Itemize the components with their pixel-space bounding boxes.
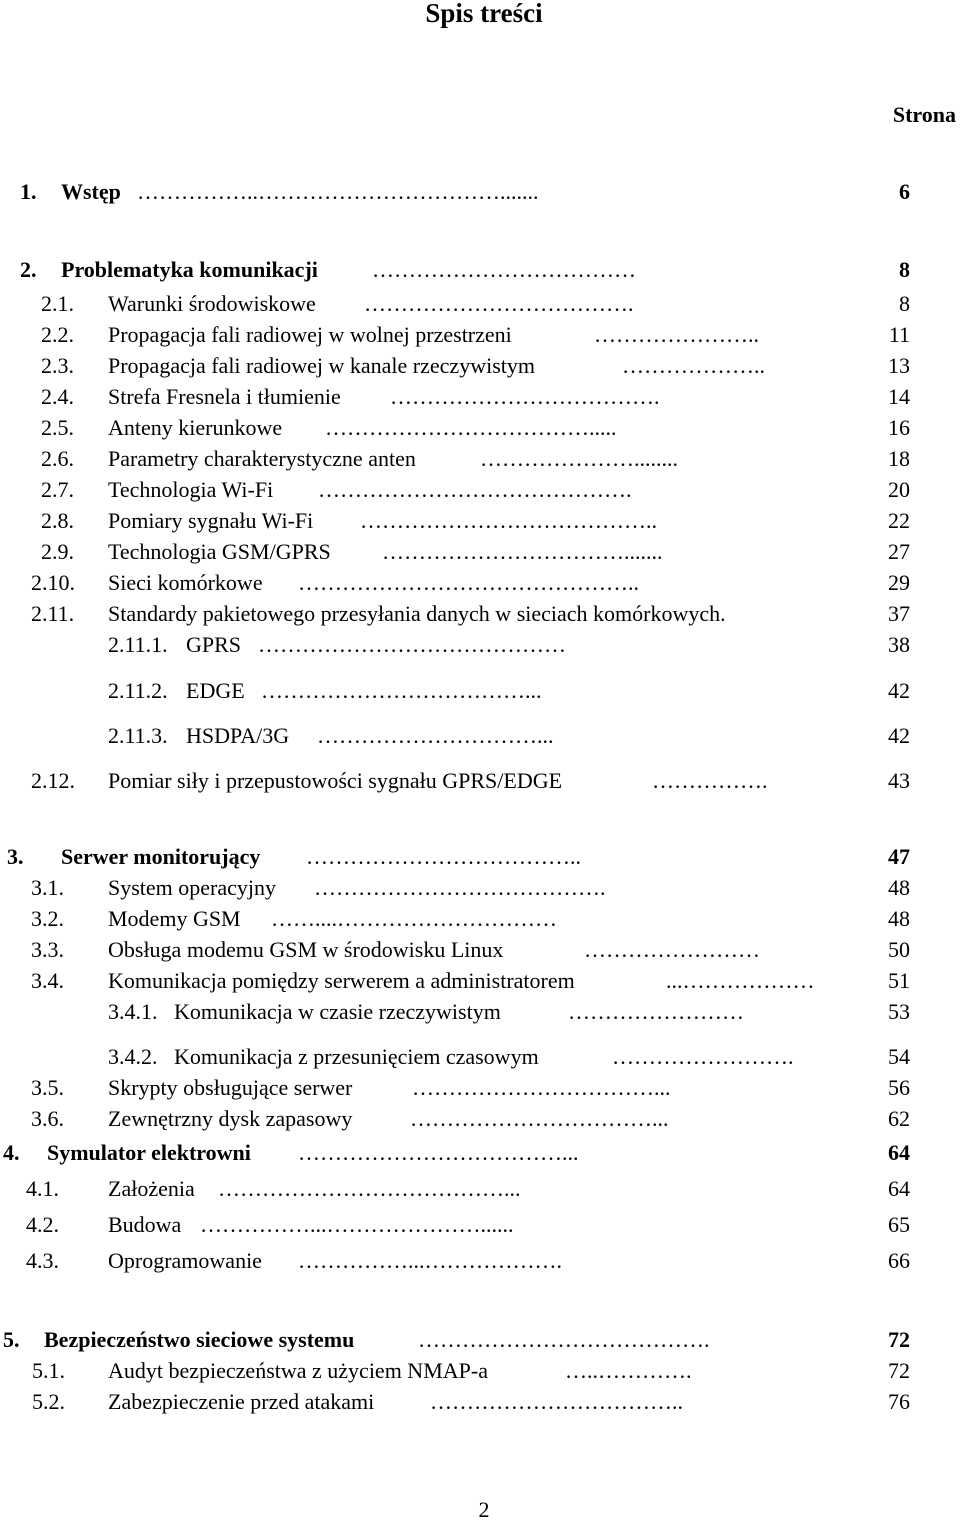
entry-number: 2.10. [31, 570, 75, 595]
entry-label: Audyt bezpieczeństwa z użyciem NMAP-a [108, 1358, 488, 1383]
dot-leader: ……………………………………. [318, 477, 632, 502]
entry-number: 5.2. [32, 1389, 65, 1414]
entry-number: 3.3. [31, 937, 64, 962]
entry-label: Założenia [108, 1176, 195, 1201]
toc-entry-3-2[interactable] [0, 904, 960, 935]
entry-label: EDGE [186, 678, 245, 703]
entry-page: 42 [888, 723, 910, 748]
entry-page: 11 [888, 322, 910, 347]
entry-number: 4.3. [26, 1248, 59, 1273]
entry-number: 3.6. [31, 1106, 64, 1131]
entry-label: Zewnętrzny dysk zapasowy [108, 1106, 353, 1131]
entry-number: 2.5. [41, 415, 74, 440]
dot-leader: …………………........ [480, 446, 678, 471]
dot-leader: ……………………………… [372, 257, 636, 282]
toc-entry-3-6[interactable] [0, 1104, 960, 1135]
entry-label: Wstęp [61, 179, 121, 204]
entry-label: Skrypty obsługujące serwer [108, 1075, 353, 1100]
entry-label: Standardy pakietowego przesyłania danych w sieciach komórkowych. [108, 601, 726, 626]
dot-leader: ……………………. [612, 1044, 794, 1069]
entry-label: Komunikacja w czasie rzeczywistym [174, 999, 501, 1024]
toc-entry-4[interactable] [0, 1138, 960, 1169]
toc-entry-3-1[interactable] [0, 873, 960, 904]
entry-number: 2.11.3. [108, 723, 168, 748]
entry-page: 50 [888, 937, 910, 962]
toc-entry-2-4[interactable] [0, 382, 960, 413]
dot-leader: …………………………………. [418, 1327, 710, 1352]
entry-number: 2.1. [41, 291, 74, 316]
dot-leader: ………………….. [594, 322, 759, 347]
entry-page: 29 [888, 570, 910, 595]
entry-number: 2.7. [41, 477, 74, 502]
entry-page: 37 [888, 601, 910, 626]
entry-page: 66 [888, 1248, 910, 1273]
toc-entry-4-3[interactable] [0, 1246, 960, 1277]
entry-page: 76 [888, 1389, 910, 1414]
entry-label: Propagacja fali radiowej w wolnej przestrzeni [108, 322, 512, 347]
entry-page: 8 [899, 291, 910, 316]
entry-label: Technologia Wi-Fi [108, 477, 274, 502]
entry-label: Pomiary sygnału Wi-Fi [108, 508, 314, 533]
dot-leader: ………………………………….. [360, 508, 657, 533]
entry-number: 5.1. [32, 1358, 65, 1383]
entry-page: 64 [888, 1140, 910, 1165]
entry-label: Symulator elektrowni [47, 1140, 251, 1165]
entry-page: 20 [888, 477, 910, 502]
entry-number: 3.4.2. [108, 1044, 158, 1069]
entry-label: HSDPA/3G [186, 723, 290, 748]
entry-number: 3.5. [31, 1075, 64, 1100]
entry-label: Strefa Fresnela i tłumienie [108, 384, 341, 409]
dot-leader: …………………………………… [258, 632, 566, 657]
entry-page: 54 [888, 1044, 910, 1069]
dot-leader: ………………………………. [390, 384, 660, 409]
entry-page: 14 [888, 384, 910, 409]
entry-number: 2.8. [41, 508, 74, 533]
dot-leader: ……....………………………… [271, 906, 557, 931]
entry-page: 6 [899, 179, 910, 204]
entry-label: Komunikacja z przesunięciem czasowym [174, 1044, 539, 1069]
toc-entry-3[interactable] [0, 842, 960, 873]
entry-label: Modemy GSM [108, 906, 241, 931]
toc-entry-5-1[interactable] [0, 1356, 960, 1387]
entry-number: 2.12. [31, 768, 75, 793]
dot-leader: ...……………… [666, 968, 815, 993]
dot-leader: …………………………………... [218, 1176, 521, 1201]
entry-page: 65 [888, 1212, 910, 1237]
toc-entry-2-2[interactable] [0, 320, 960, 351]
entry-page: 72 [888, 1327, 910, 1352]
toc-entry-2[interactable] [0, 255, 960, 286]
toc-entry-3-5[interactable] [0, 1073, 960, 1104]
dot-leader: …..…………. [565, 1358, 692, 1383]
entry-label: Propagacja fali radiowej w kanale rzeczywistym [108, 353, 535, 378]
dot-leader: ……………...…………………...... [200, 1212, 514, 1237]
entry-number: 2.9. [41, 539, 74, 564]
entry-label: GPRS [186, 632, 242, 657]
dot-leader: …………………… [568, 999, 744, 1024]
dot-leader: ……………. [652, 768, 768, 793]
entry-page: 53 [888, 999, 910, 1024]
entry-number: 4. [3, 1140, 20, 1165]
entry-number: 3.4. [31, 968, 64, 993]
toc-entry-3-4-2[interactable] [0, 1042, 960, 1073]
entry-label: Anteny kierunkowe [108, 415, 283, 440]
entry-label: System operacyjny [108, 875, 277, 900]
toc-entry-3-3[interactable] [0, 935, 960, 966]
toc-entry-4-1[interactable] [0, 1174, 960, 1205]
toc-entry-2-5[interactable] [0, 413, 960, 444]
entry-page: 62 [888, 1106, 910, 1131]
dot-leader: ………………………………..... [325, 415, 617, 440]
entry-page: 43 [888, 768, 910, 793]
toc-entry-2-11-3[interactable] [0, 721, 960, 752]
dot-leader: ……………………………... [410, 1106, 669, 1131]
page-column-header: Strona [892, 102, 956, 127]
entry-label: Komunikacja pomiędzy serwerem a administratorem [108, 968, 575, 993]
dot-leader: …………………………….. [430, 1389, 683, 1414]
dot-leader: ……………...………………. [298, 1248, 562, 1273]
entry-page: 47 [888, 844, 910, 869]
entry-label: Sieci komórkowe [108, 570, 263, 595]
entry-number: 2.11.2. [108, 678, 168, 703]
entry-page: 27 [888, 539, 910, 564]
entry-label: Warunki środowiskowe [108, 291, 316, 316]
dot-leader: ………………………………... [298, 1140, 579, 1165]
dot-leader: ……………………………….. [306, 844, 581, 869]
toc-entry-2-9[interactable] [0, 537, 960, 568]
entry-page: 13 [888, 353, 910, 378]
toc-entry-1[interactable] [0, 177, 960, 208]
entry-page: 72 [888, 1358, 910, 1383]
toc-entry-2-12[interactable] [0, 766, 960, 797]
toc-entry-5[interactable] [0, 1325, 960, 1356]
toc-entry-3-4-1[interactable] [0, 997, 960, 1028]
dot-leader: ……………………………....... [382, 539, 663, 564]
entry-page: 64 [888, 1176, 910, 1201]
entry-number: 2.2. [41, 322, 74, 347]
dot-leader: ………………………………. [364, 291, 634, 316]
entry-number: 2. [20, 257, 37, 282]
toc-entry-4-2[interactable] [0, 1210, 960, 1241]
entry-number: 3. [7, 844, 24, 869]
dot-leader: ………………………………... [261, 678, 542, 703]
entry-label: Oprogramowanie [108, 1248, 262, 1273]
entry-label: Parametry charakterystyczne anten [108, 446, 416, 471]
entry-label: Technologia GSM/GPRS [108, 539, 331, 564]
toc-entry-2-11-1[interactable] [0, 630, 960, 661]
entry-label: Serwer monitorujący [61, 844, 261, 869]
dot-leader: …………………………………. [314, 875, 606, 900]
entry-label: Zabezpieczenie przed atakami [108, 1389, 375, 1414]
dot-leader: ……………….. [622, 353, 765, 378]
entry-page: 48 [888, 875, 910, 900]
toc-entry-5-2[interactable] [0, 1387, 960, 1418]
entry-number: 3.2. [31, 906, 64, 931]
entry-number: 3.4.1. [108, 999, 158, 1024]
toc-entry-2-1[interactable] [0, 289, 960, 320]
dot-leader: …………………………... [317, 723, 554, 748]
entry-label: Pomiar siły i przepustowości sygnału GPRS/EDGE [108, 768, 563, 793]
entry-number: 2.11. [31, 601, 75, 626]
dot-leader: ……………………………... [412, 1075, 671, 1100]
entry-number: 3.1. [31, 875, 64, 900]
entry-page: 38 [888, 632, 910, 657]
toc-entry-2-11-2[interactable] [0, 676, 960, 707]
entry-number: 4.1. [26, 1176, 59, 1201]
toc-entry-2-6[interactable] [0, 444, 960, 475]
toc-entry-3-4[interactable] [0, 966, 960, 997]
dot-leader: …………………… [584, 937, 760, 962]
entry-number: 5. [3, 1327, 20, 1352]
toc-entry-2-11[interactable] [0, 599, 960, 630]
toc-entry-2-10[interactable] [0, 568, 960, 599]
entry-page: 18 [888, 446, 910, 471]
entry-number: 1. [20, 179, 37, 204]
dot-leader: ……………………………………….. [298, 570, 639, 595]
entry-page: 16 [888, 415, 910, 440]
toc-entry-2-3[interactable] [0, 351, 960, 382]
page-number: 2 [478, 1497, 490, 1522]
toc-entry-2-7[interactable] [0, 475, 960, 506]
entry-label: Bezpieczeństwo sieciowe systemu [44, 1327, 355, 1352]
toc-title: Spis treści [425, 0, 543, 28]
entry-label: Obsługa modemu GSM w środowisku Linux [108, 937, 504, 962]
entry-label: Problematyka komunikacji [61, 257, 318, 282]
toc-entry-2-8[interactable] [0, 506, 960, 537]
entry-page: 51 [888, 968, 910, 993]
dot-leader: ……………..……………………………....... [137, 179, 539, 204]
entry-page: 42 [888, 678, 910, 703]
entry-page: 48 [888, 906, 910, 931]
entry-number: 2.11.1. [108, 632, 168, 657]
entry-label: Budowa [108, 1212, 182, 1237]
entry-number: 2.6. [41, 446, 74, 471]
entry-number: 4.2. [26, 1212, 59, 1237]
entry-number: 2.3. [41, 353, 74, 378]
entry-page: 8 [899, 257, 910, 282]
entry-page: 22 [888, 508, 910, 533]
entry-number: 2.4. [41, 384, 74, 409]
entry-page: 56 [888, 1075, 910, 1100]
